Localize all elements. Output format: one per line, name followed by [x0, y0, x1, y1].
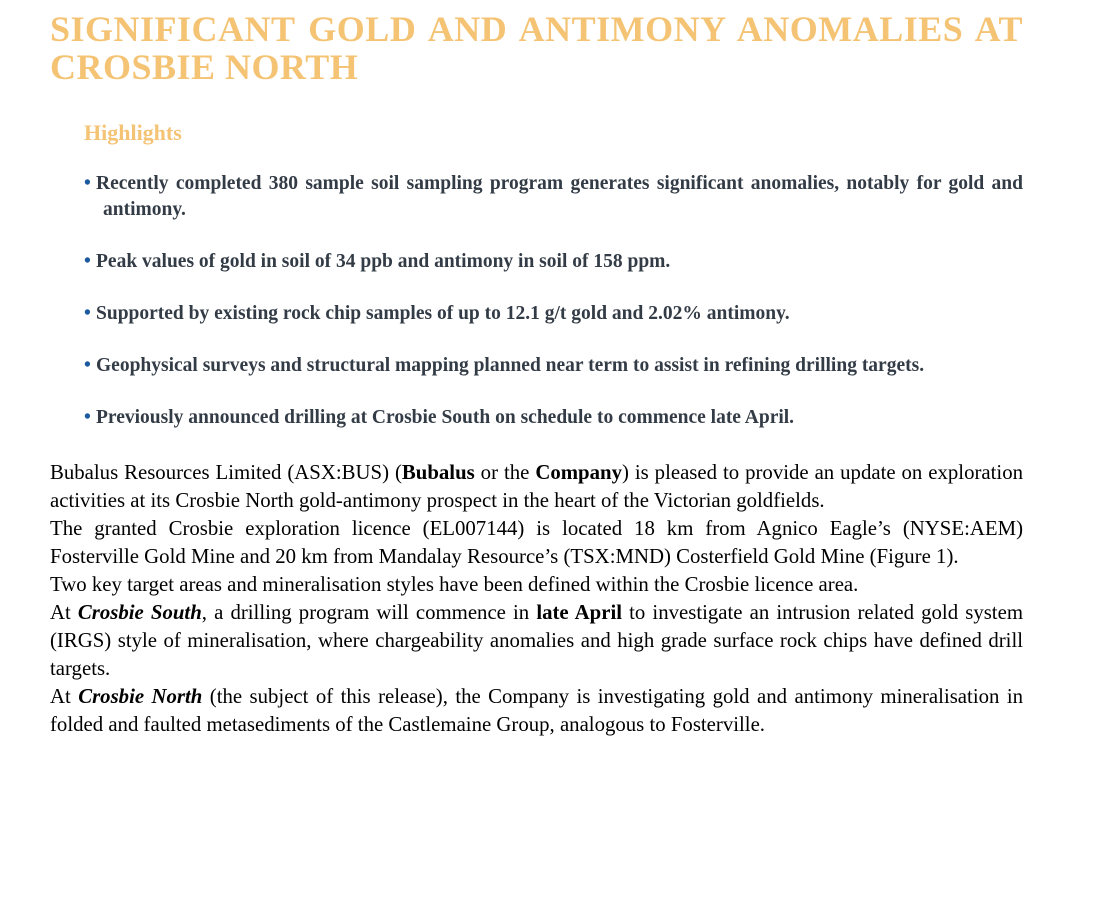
bullet-icon: •: [84, 407, 91, 428]
highlight-item: [50, 405, 1023, 431]
body-paragraph: The granted Crosbie exploration licence (EL007144) is located 18 km from Agnico Eagle’s (NYSE:AEM) Fosterville Gold Mine and 20 km from Mandalay Resource’s (TSX:MND) Costerfield Gold Mine (Figure 1).: [50, 517, 1023, 568]
highlight-item-text: Supported by existing rock chip samples of up to 12.1 g/t gold and 2.02% antimony.: [96, 303, 790, 324]
highlight-item: [50, 353, 1023, 379]
highlights-heading: Highlights: [84, 120, 182, 145]
highlight-item: [50, 301, 1023, 327]
highlight-item-text: Geophysical surveys and structural mapping planned near term to assist in refining drilling targets.: [96, 355, 925, 376]
bullet-icon: •: [84, 251, 91, 272]
highlights-list: [50, 171, 1023, 431]
bullet-icon: •: [84, 355, 91, 376]
body-paragraph: At Crosbie South, a drilling program will commence in late April to investigate an intrusion related gold system (IRGS) style of mineralisation, where chargeability anomalies and high grade surface rock chips have defined drill targets.: [50, 601, 1023, 680]
document-title: [50, 10, 1023, 86]
title-line-2: CROSBIE NORTH: [50, 47, 359, 87]
body-paragraph: Two key target areas and mineralisation styles have been defined within the Crosbie licence area.: [50, 573, 859, 596]
body-paragraph: At Crosbie North (the subject of this release), the Company is investigating gold and antimony mineralisation in folded and faulted metasediments of the Castlemaine Group, analogous to Fosterville.: [50, 685, 1023, 736]
highlight-item: [50, 171, 1023, 223]
highlight-item: [50, 249, 1023, 275]
bullet-icon: •: [84, 303, 91, 324]
highlight-item-text: Previously announced drilling at Crosbie South on schedule to commence late April.: [96, 407, 795, 428]
highlight-item-text: Peak values of gold in soil of 34 ppb and antimony in soil of 158 ppm.: [96, 251, 671, 272]
body-copy: [50, 459, 1023, 739]
body-paragraph: Bubalus Resources Limited (ASX:BUS) (Bubalus or the Company) is pleased to provide an update on exploration activities at its Crosbie North gold-antimony prospect in the heart of the Victorian goldfields.: [50, 461, 1023, 512]
title-line-1: SIGNIFICANT GOLD AND ANTIMONY ANOMALIES AT: [50, 9, 1023, 49]
highlight-item-text: Recently completed 380 sample soil sampling program generates significant anomalies, notably for gold and antimony.: [96, 173, 1023, 220]
bullet-icon: •: [84, 173, 91, 194]
document-page: [0, 10, 1106, 900]
